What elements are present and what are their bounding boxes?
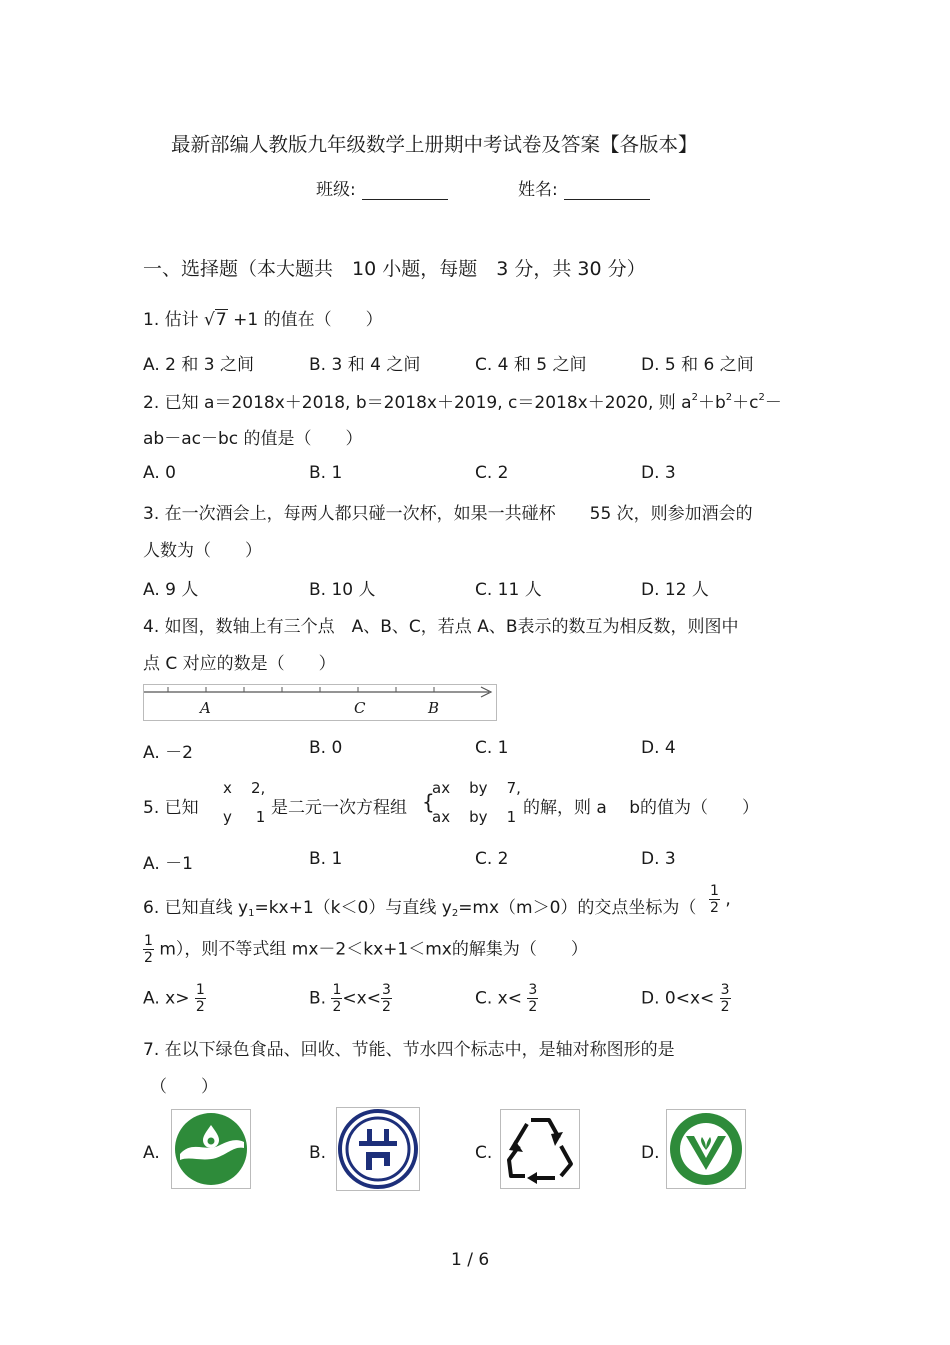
water-saving-logo-icon[interactable] [666,1109,746,1189]
point-b-label: B [428,699,440,717]
q5-x-value: 2, [250,779,266,797]
sqrt-symbol: √ [204,310,215,330]
q2-option-c[interactable]: C. 2 [475,463,509,483]
q5-by-1: by [469,779,488,797]
q6-b-den-1: 2 [332,999,342,1016]
q6-d-pre: D. 0<x< [641,988,715,1009]
q2-sup-a: 2 [691,392,698,403]
q6-line-2-text: m），则不等式组 mx－2＜kx+1＜mx的解集为（ ） [159,939,588,960]
q5-solution-y [223,803,265,832]
name-blank[interactable] [564,181,650,200]
q6-b-num-2: 3 [381,982,391,998]
q4-option-a[interactable]: A. －2 [143,743,193,763]
class-label: 班级: [316,180,356,200]
question-4-line-1: 4. 如图，数轴上有三个点 A、B、C，若点 A、B表示的数互为相反数，则图中 [143,617,739,637]
q6-f1-den: 2 [710,900,719,917]
q6-f2-den: 2 [144,950,153,967]
q6-option-b[interactable] [309,982,392,1015]
q6-b-den-2: 2 [381,999,391,1016]
page-number: 1 / 6 [451,1250,490,1270]
point-c-label: C [354,699,366,717]
q6-sub-2: 2 [451,908,459,919]
q6-d-num: 3 [720,982,730,998]
q5-post: 的解，则 a b的值为（ ） [523,798,760,818]
q6-text-b: =kx+1（k＜0）与直线 y [254,898,452,918]
q6-text-c: =mx（m＞0）的交点坐标为（ [458,898,697,918]
question-3-line-1: 3. 在一次酒会上，每两人都只碰一次杯，如果一共碰杯 55 次，则参加酒会的 [143,504,753,524]
q6-a-pre: A. x> [143,988,190,1009]
q6-b-pre: B. [309,988,327,1009]
question-7-line-2: （ ） [150,1077,218,1097]
point-a-label: A [200,699,211,717]
question-6-line-1 [143,893,696,919]
q1-radicand: 7 [215,310,227,330]
name-label: 姓名: [518,180,558,200]
q6-c-num: 3 [528,982,538,998]
q2-sup-c: 2 [758,392,765,403]
q6-a-num: 1 [195,982,205,998]
question-2-line-2: ab－ac－bc 的值是（ ） [143,429,363,449]
number-line [144,685,496,720]
q7-option-b[interactable]: B. [309,1143,327,1163]
q5-var-y: y [223,808,232,826]
q2-option-d[interactable]: D. 3 [641,463,676,483]
q1-option-c[interactable]: C. 4 和 5 之间 [475,355,587,375]
q5-solution-x [223,774,265,803]
q6-sub-1: 1 [248,908,255,919]
q5-option-d[interactable]: D. 3 [641,849,676,869]
q2-text-b: ＋b [697,393,726,413]
q6-c-den: 2 [528,999,538,1016]
q5-y-value: 1 [255,808,266,826]
q6-option-d[interactable] [641,982,731,1015]
q2-option-a[interactable]: A. 0 [143,463,176,483]
q7-option-a[interactable]: A. [143,1143,160,1163]
class-blank[interactable] [362,181,448,200]
q6-b-num-1: 1 [332,982,342,998]
question-2-line-1 [143,388,782,413]
q5-rhs-2: 1 [506,808,517,826]
q1-post: +1 的值在（ ） [233,310,383,330]
q5-option-a[interactable]: A. －1 [143,854,193,874]
q2-text-c: ＋c [732,393,759,413]
q1-option-b[interactable]: B. 3 和 4 之间 [309,355,421,375]
q5-equation-2 [432,803,516,832]
q6-d-den: 2 [720,999,730,1016]
q5-equation-1 [432,774,521,803]
q5-var-x: x [223,779,232,797]
question-1 [143,305,383,330]
q7-option-d[interactable]: D. [641,1143,660,1163]
q4-option-b[interactable]: B. 0 [309,738,343,758]
class-field [316,175,448,200]
q5-pre: 5. 已知 [143,798,199,818]
question-4-line-2: 点 C 对应的数是（ ） [143,654,336,674]
question-7-line-1: 7. 在以下绿色食品、回收、节能、节水四个标志中，是轴对称图形的是 [143,1040,675,1060]
recycle-logo-icon[interactable] [500,1109,580,1189]
q6-comma: , [725,889,731,910]
q1-option-d[interactable]: D. 5 和 6 之间 [641,355,754,375]
q6-b-mid: <x< [342,988,381,1009]
q4-option-c[interactable]: C. 1 [475,738,509,758]
q4-option-d[interactable]: D. 4 [641,738,676,758]
q6-c-pre: C. x< [475,988,522,1009]
q3-option-c[interactable]: C. 11 人 [475,580,542,600]
number-line-figure [143,684,497,721]
q5-ax-1: ax [432,779,451,797]
q1-pre: 1. 估计 [143,310,199,330]
question-3-line-2: 人数为（ ） [143,541,262,561]
name-field [518,175,650,200]
section-heading: 一、选择题（本大题共 10 小题，每题 3 分，共 30 分） [143,258,646,280]
q7-option-c[interactable]: C. [475,1143,493,1163]
q6-option-a[interactable] [143,982,206,1015]
question-6-line-2 [143,933,588,966]
q6-f2-num: 1 [144,933,153,949]
q6-a-den: 2 [195,999,205,1016]
q5-rhs-1: 7, [506,779,521,797]
q2-text-a: 2. 已知 a＝2018x＋2018, b＝2018x＋2019, c＝2018x＋2020, 则 a [143,393,692,413]
q2-option-b[interactable]: B. 1 [309,463,343,483]
q6-text-a: 6. 已知直线 y [143,898,249,918]
green-food-logo-icon[interactable] [171,1109,251,1189]
q6-fraction-1 [709,883,731,916]
q5-ax-2: ax [432,808,451,826]
q3-option-d[interactable]: D. 12 人 [641,580,709,600]
q3-option-b[interactable]: B. 10 人 [309,580,376,600]
q2-text-d: － [764,393,782,413]
q6-option-c[interactable] [475,982,538,1015]
q6-f1-num: 1 [710,883,719,899]
q5-brace: { [422,790,435,814]
q5-option-c[interactable]: C. 2 [475,849,509,869]
q5-option-b[interactable]: B. 1 [309,849,343,869]
q2-sup-b: 2 [725,392,733,403]
q5-mid: 是二元一次方程组 [271,798,407,818]
q3-option-a[interactable]: A. 9 人 [143,580,199,600]
q1-option-a[interactable]: A. 2 和 3 之间 [143,355,254,375]
page-title: 最新部编人教版九年级数学上册期中考试卷及答案【各版本】 [171,133,698,156]
q5-by-2: by [469,808,488,826]
energy-saving-logo-icon[interactable] [336,1107,420,1191]
